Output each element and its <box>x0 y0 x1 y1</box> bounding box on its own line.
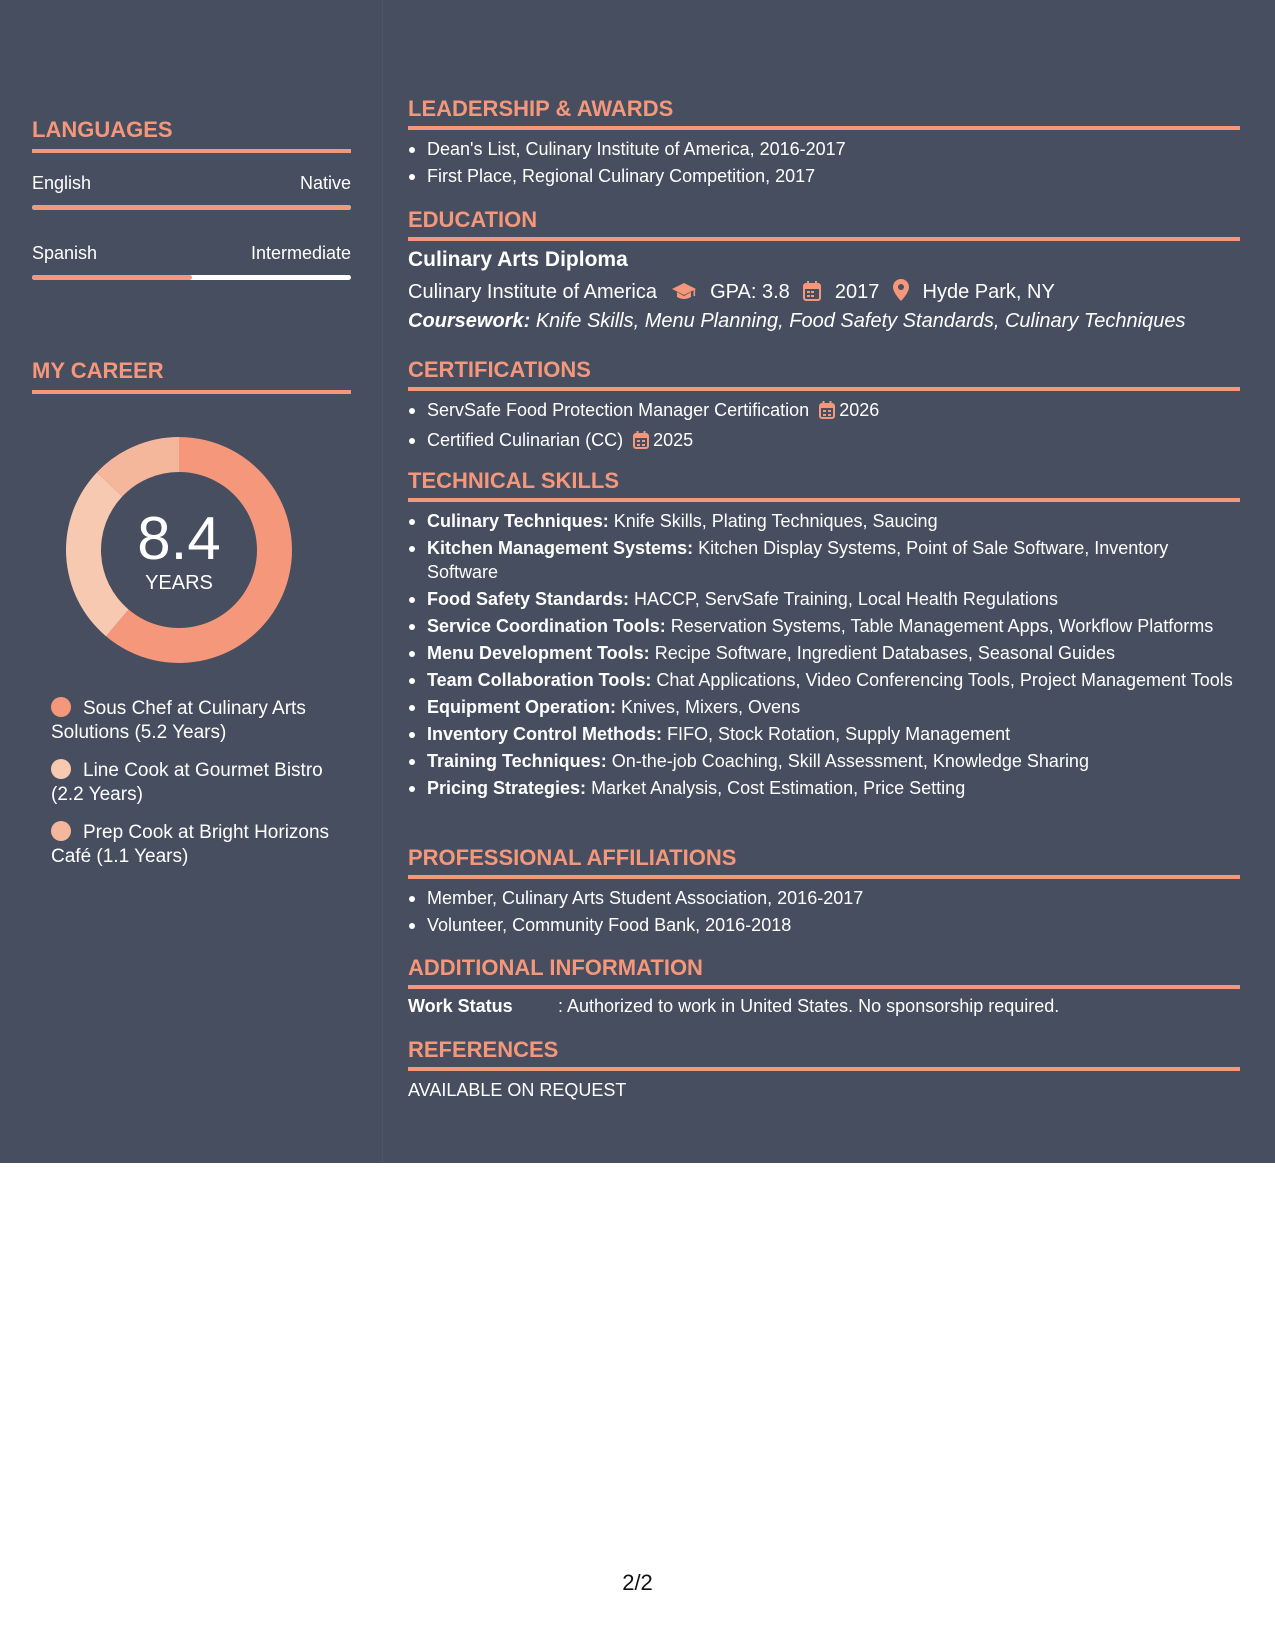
language-level: Native <box>299 173 351 193</box>
education-degree: Culinary Arts Diploma <box>408 248 628 271</box>
work-status-label: Work Status <box>408 996 513 1016</box>
page-number: 2/2 <box>622 1570 653 1595</box>
legend-dot-icon <box>51 697 71 717</box>
language-fill <box>32 275 192 280</box>
legend-dot-icon <box>51 821 71 841</box>
language-english <box>32 173 351 197</box>
language-fill <box>32 205 351 210</box>
list-item <box>408 749 1240 773</box>
career-role-item <box>51 821 341 869</box>
languages-heading: LANGUAGES <box>32 117 351 153</box>
list-item <box>408 427 1240 457</box>
education-gpa: GPA: 3.8 <box>710 281 790 303</box>
career-donut-chart <box>66 437 292 663</box>
skills-heading: TECHNICAL SKILLS <box>408 468 1240 502</box>
language-bar-spanish <box>32 275 351 280</box>
affiliations-list <box>408 885 1240 939</box>
skill-category: Food Safety Standards: <box>427 589 630 609</box>
skill-category: Training Techniques: <box>427 751 607 771</box>
education-coursework <box>408 310 1185 333</box>
certification-name: ServSafe Food Protection Manager Certification <box>427 400 810 420</box>
education-details <box>408 279 1055 307</box>
location-pin-icon <box>893 279 909 307</box>
skill-category: Equipment Operation: <box>427 697 616 717</box>
list-item <box>408 397 1240 427</box>
affiliations-heading: PROFESSIONAL AFFILIATIONS <box>408 845 1240 879</box>
career-role-label: Line Cook at Gourmet Bistro (2.2 Years) <box>51 760 323 805</box>
career-years-label: YEARS <box>145 572 213 594</box>
column-divider <box>382 0 383 1163</box>
list-item <box>408 668 1240 692</box>
skill-values: Chat Applications, Video Conferencing Tools, Project Management Tools <box>656 670 1233 690</box>
skill-category: Service Coordination Tools: <box>427 616 666 636</box>
language-bar-english <box>32 205 351 210</box>
skill-values: FIFO, Stock Rotation, Supply Management <box>667 724 1011 744</box>
career-role-label: Sous Chef at Culinary Arts Solutions (5.2 Years) <box>51 698 306 743</box>
career-role-item <box>51 697 341 745</box>
career-total-years: 8.4 <box>137 505 221 572</box>
leadership-heading: LEADERSHIP & AWARDS <box>408 96 1240 130</box>
list-item <box>408 641 1240 665</box>
skill-category: Inventory Control Methods: <box>427 724 662 744</box>
list-item <box>408 587 1240 611</box>
career-role-item <box>51 759 341 807</box>
certifications-list <box>408 397 1240 457</box>
work-status-value: : Authorized to work in United States. No sponsorship required. <box>558 996 1060 1016</box>
leadership-list <box>408 136 1240 190</box>
language-level: Intermediate <box>250 243 351 263</box>
skill-category: Team Collaboration Tools: <box>427 670 652 690</box>
list-item <box>408 614 1240 638</box>
list-item: Dean's List, Culinary Institute of America, 2016-2017 <box>408 136 1240 163</box>
skill-values: Reservation Systems, Table Management Apps, Workflow Platforms <box>670 616 1214 636</box>
calendar-icon <box>819 400 835 427</box>
legend-dot-icon <box>51 759 71 779</box>
skill-values: Knives, Mixers, Ovens <box>621 697 801 717</box>
education-school: Culinary Institute of America <box>408 281 657 303</box>
list-item <box>408 695 1240 719</box>
skill-category: Kitchen Management Systems: <box>427 538 694 558</box>
list-item <box>408 776 1240 800</box>
skill-category: Culinary Techniques: <box>427 511 609 531</box>
skill-values: Kitchen Display Systems, Point of Sale Software, Inventory Software <box>427 538 1169 582</box>
skill-values: On-the-job Coaching, Skill Assessment, Knowledge Sharing <box>611 751 1089 771</box>
references-text: AVAILABLE ON REQUEST <box>408 1080 627 1100</box>
references-heading: REFERENCES <box>408 1037 1240 1071</box>
language-name: Spanish <box>32 243 98 263</box>
list-item: Member, Culinary Arts Student Association, 2016-2017 <box>408 885 1240 912</box>
calendar-icon <box>633 430 649 457</box>
education-year: 2017 <box>834 281 880 303</box>
education-heading: EDUCATION <box>408 207 1240 241</box>
education-location: Hyde Park, NY <box>922 281 1055 303</box>
career-role-label: Prep Cook at Bright Horizons Café (1.1 Years) <box>51 822 330 867</box>
calendar-icon <box>803 281 821 307</box>
skill-values: Market Analysis, Cost Estimation, Price Setting <box>591 778 966 798</box>
list-item: Volunteer, Community Food Bank, 2016-2018 <box>408 912 1240 939</box>
coursework-label: Coursework: <box>408 310 531 332</box>
list-item <box>408 509 1240 533</box>
coursework-text: Knife Skills, Menu Planning, Food Safety Standards, Culinary Techniques <box>535 310 1186 332</box>
work-status-row <box>408 996 1059 1017</box>
list-item <box>408 722 1240 746</box>
skills-list <box>408 509 1240 803</box>
language-name: English <box>32 173 92 193</box>
skill-category: Menu Development Tools: <box>427 643 650 663</box>
skill-values: HACCP, ServSafe Training, Local Health Regulations <box>634 589 1058 609</box>
additional-heading: ADDITIONAL INFORMATION <box>408 955 1240 989</box>
certification-name: Certified Culinarian (CC) <box>427 430 624 450</box>
skill-category: Pricing Strategies: <box>427 778 587 798</box>
career-heading: MY CAREER <box>32 358 351 394</box>
certification-year: 2026 <box>839 400 880 420</box>
skill-values: Knife Skills, Plating Techniques, Saucing <box>613 511 938 531</box>
skill-values: Recipe Software, Ingredient Databases, Seasonal Guides <box>654 643 1115 663</box>
graduation-cap-icon <box>671 281 697 307</box>
list-item <box>408 536 1240 584</box>
certification-year: 2025 <box>653 430 694 450</box>
list-item: First Place, Regional Culinary Competition, 2017 <box>408 163 1240 190</box>
language-spanish <box>32 243 351 267</box>
certifications-heading: CERTIFICATIONS <box>408 357 1240 391</box>
